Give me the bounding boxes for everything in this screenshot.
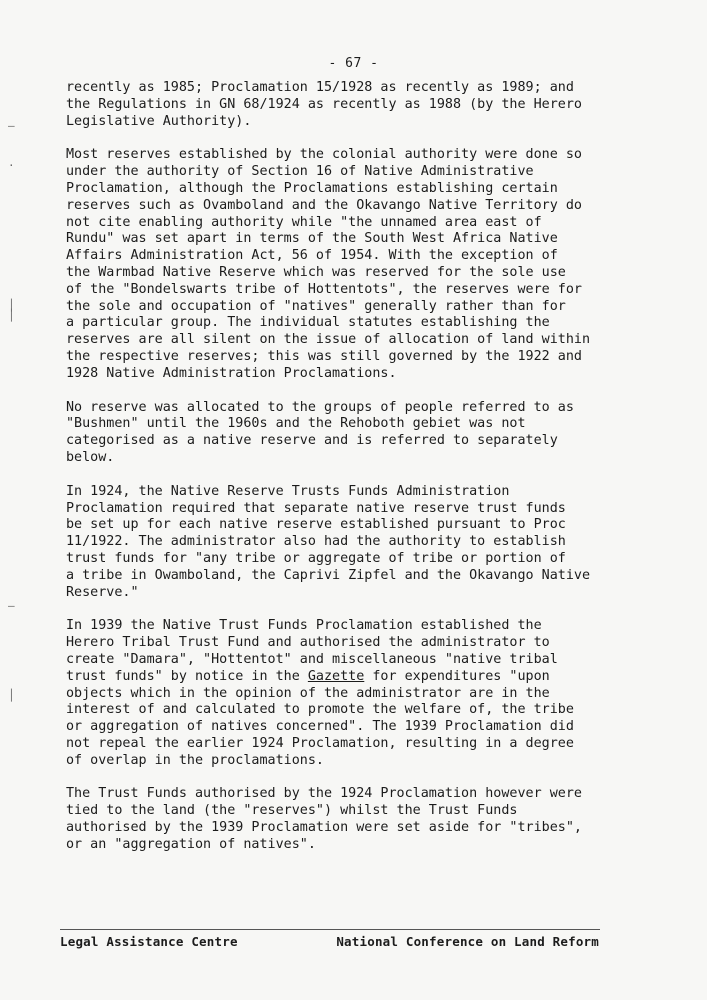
page-number: - 67 - xyxy=(328,56,379,71)
text-line: Proclamation, although the Proclamations establishing certain xyxy=(66,180,558,196)
footer-divider xyxy=(60,929,600,930)
text-line: the respective reserves; this was still governed by the 1922 and xyxy=(66,348,582,364)
text-line: interest of and calculated to promote the welfare of, the tribe xyxy=(66,702,574,718)
text-line: objects which in the opinion of the administrator are in the xyxy=(66,685,550,701)
footer-organization: Legal Assistance Centre xyxy=(60,934,238,949)
text-line: create "Damara", "Hottentot" and miscellaneous "native tribal xyxy=(66,651,558,667)
gazette-underlined-term: Gazette xyxy=(307,668,365,684)
scan-mark: – xyxy=(8,119,15,132)
text-line: below. xyxy=(66,449,115,465)
paragraph-2 xyxy=(66,147,606,382)
text-line: the Warmbad Native Reserve which was reserved for the sole use xyxy=(66,264,566,280)
text-line: reserves such as Ovamboland and the Okavango Native Territory do xyxy=(66,197,582,213)
text-line: under the authority of Section 16 of Native Administrative xyxy=(66,164,534,180)
text-line: a tribe in Owamboland, the Caprivi Zipfel and the Okavango Native xyxy=(66,567,591,583)
text-line: or aggregation of natives concerned". The 1939 Proclamation did xyxy=(66,719,574,735)
scan-mark: │ xyxy=(8,309,15,322)
text-line: No reserve was allocated to the groups of people referred to as xyxy=(66,399,574,415)
text-line: categorised as a native reserve and is referred to separately xyxy=(66,433,558,449)
text-line: 1928 Native Administration Proclamations. xyxy=(66,365,397,381)
text-line: Reserve." xyxy=(66,584,139,600)
paragraph-3 xyxy=(66,400,606,467)
text-line: authorised by the 1939 Proclamation were set aside for "tribes", xyxy=(66,820,582,836)
scan-mark: │ xyxy=(8,689,15,702)
text-line: Proclamation required that separate native reserve trust funds xyxy=(66,500,566,516)
text-line: of the "Bondelswarts tribe of Hottentots", the reserves were for xyxy=(66,281,582,297)
text-line: In 1939 the Native Trust Funds Proclamation established the xyxy=(66,618,542,634)
text-line: Legislative Authority). xyxy=(66,113,252,129)
document-body xyxy=(66,80,606,871)
text-line: Rundu" was set apart in terms of the South West Africa Native xyxy=(66,231,558,247)
text-line: trust funds for "any tribe or aggregate of tribe or portion of xyxy=(66,550,566,566)
text-line: recently as 1985; Proclamation 15/1928 as recently as 1989; and xyxy=(66,80,574,95)
text-line: reserves are all silent on the issue of allocation of land within xyxy=(66,332,591,348)
paragraph-5 xyxy=(66,618,606,769)
scan-mark: · xyxy=(8,159,15,172)
text-line: the Regulations in GN 68/1924 as recently as 1988 (by the Herero xyxy=(66,96,582,112)
footer-conference: National Conference on Land Reform xyxy=(336,934,599,949)
scan-mark: │ xyxy=(8,299,15,312)
text-line: not repeal the earlier 1924 Proclamation, resulting in a degree xyxy=(66,735,574,751)
paragraph-1 xyxy=(66,80,606,130)
text-line: or an "aggregation of natives". xyxy=(66,836,316,852)
text-line: be set up for each native reserve established pursuant to Proc xyxy=(66,517,566,533)
text-line: not cite enabling authority while "the unnamed area east of xyxy=(66,214,542,230)
paragraph-4 xyxy=(66,484,606,602)
text-line: a particular group. The individual statutes establishing the xyxy=(66,315,550,331)
text-line: Most reserves established by the colonial authority were done so xyxy=(66,147,582,163)
text-line: The Trust Funds authorised by the 1924 Proclamation however were xyxy=(66,786,582,802)
scan-mark: – xyxy=(8,599,15,612)
text-line: tied to the land (the "reserves") whilst the Trust Funds xyxy=(66,803,518,819)
text-line: In 1924, the Native Reserve Trusts Funds Administration xyxy=(66,483,510,499)
paragraph-6 xyxy=(66,786,606,853)
text-line: 11/1922. The administrator also had the authority to establish xyxy=(66,534,566,550)
text-line: the sole and occupation of "natives" generally rather than for xyxy=(66,298,566,314)
text-line: trust funds" by notice in the Gazette for expenditures "upon xyxy=(66,668,550,684)
text-line: "Bushmen" until the 1960s and the Rehoboth gebiet was not xyxy=(66,416,526,432)
text-line: of overlap in the proclamations. xyxy=(66,752,324,768)
text-line: Herero Tribal Trust Fund and authorised the administrator to xyxy=(66,635,550,651)
text-line: Affairs Administration Act, 56 of 1954. With the exception of xyxy=(66,248,558,264)
